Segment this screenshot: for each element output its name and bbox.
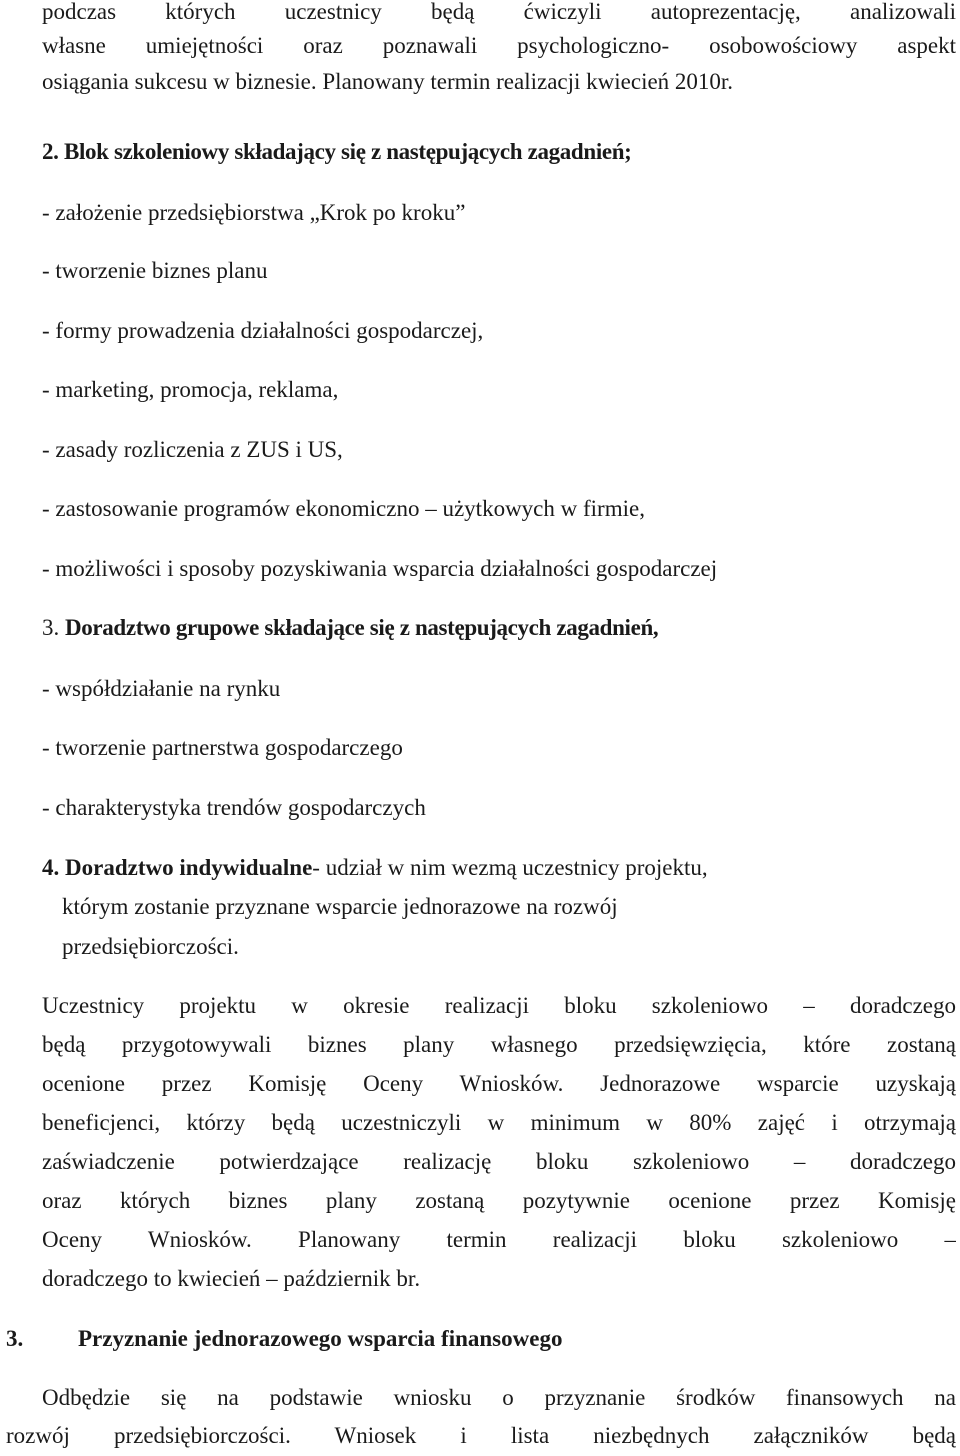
block4-heading: 4. Doradztwo indywidualne xyxy=(42,855,313,880)
intro-line-1: podczas których uczestnicy będą ćwiczyli autoprezentację, analizowali xyxy=(42,0,956,24)
section3-title: Przyznanie jednorazowego wsparcia finansowego xyxy=(78,1326,563,1351)
block3-heading-row xyxy=(42,616,658,639)
paragraph-line-3: ocenione przez Komisję Oceny Wniosków. Jednorazowe wsparcie uzyskają xyxy=(42,1072,956,1096)
block3-item-3: - charakterystyka trendów gospodarczych xyxy=(42,795,426,820)
block3-number: 3. xyxy=(42,615,60,640)
paragraph-line-2: będą przygotowywali biznes plany własnego przedsięwzięcia, które zostaną xyxy=(42,1033,956,1057)
block2-item-5: - zasady rozliczenia z ZUS i US, xyxy=(42,437,343,462)
block4-line-3: przedsiębiorczości. xyxy=(62,934,239,959)
section3-line-1: Odbędzie się na podstawie wniosku o przyznanie środków finansowych na xyxy=(42,1386,956,1410)
block2-item-7: - możliwości i sposoby pozyskiwania wsparcia działalności gospodarczej xyxy=(42,556,718,581)
block4-line-2: którym zostanie przyznane wsparcie jednorazowe na rozwój xyxy=(62,894,618,919)
block2-item-2: - tworzenie biznes planu xyxy=(42,258,268,283)
block3-item-2: - tworzenie partnerstwa gospodarczego xyxy=(42,735,403,760)
block3-item-1: - współdziałanie na rynku xyxy=(42,676,281,701)
paragraph-line-4: beneficjenci, którzy będą uczestniczyli w minimum w 80% zajęć i otrzymają xyxy=(42,1111,956,1135)
paragraph-line-1: Uczestnicy projektu w okresie realizacji bloku szkoleniowo – doradczego xyxy=(42,994,956,1018)
block4-line-1 xyxy=(42,856,708,879)
section3-line-2: rozwój przedsiębiorczości. Wniosek i lista niezbędnych załączników będą xyxy=(6,1424,956,1448)
block2-item-3: - formy prowadzenia działalności gospodarczej, xyxy=(42,318,484,343)
intro-line-2: własne umiejętności oraz poznawali psychologiczno- osobowościowy aspekt xyxy=(42,34,956,58)
block3-heading: Doradztwo grupowe składające się z następujących zagadnień, xyxy=(65,615,659,640)
paragraph-line-6: oraz których biznes plany zostaną pozytywnie ocenione przez Komisję xyxy=(42,1189,956,1213)
section3-number: 3. xyxy=(6,1326,24,1351)
block2-item-1: - założenie przedsiębiorstwa „Krok po kroku” xyxy=(42,200,466,225)
intro-line-3: osiągania sukcesu w biznesie. Planowany termin realizacji kwiecień 2010r. xyxy=(42,69,734,94)
paragraph-line-5: zaświadczenie potwierdzające realizację bloku szkoleniowo – doradczego xyxy=(42,1150,956,1174)
paragraph-line-8: doradczego to kwiecień – październik br. xyxy=(42,1266,421,1291)
block4-line1-rest: - udział w nim wezmą uczestnicy projektu, xyxy=(312,855,708,880)
block2-heading: 2. Blok szkoleniowy składający się z następujących zagadnień; xyxy=(42,139,632,164)
paragraph-line-7: Oceny Wniosków. Planowany termin realizacji bloku szkoleniowo – xyxy=(42,1228,956,1252)
block2-item-4: - marketing, promocja, reklama, xyxy=(42,377,339,402)
block2-item-6: - zastosowanie programów ekonomiczno – użytkowych w firmie, xyxy=(42,496,645,521)
